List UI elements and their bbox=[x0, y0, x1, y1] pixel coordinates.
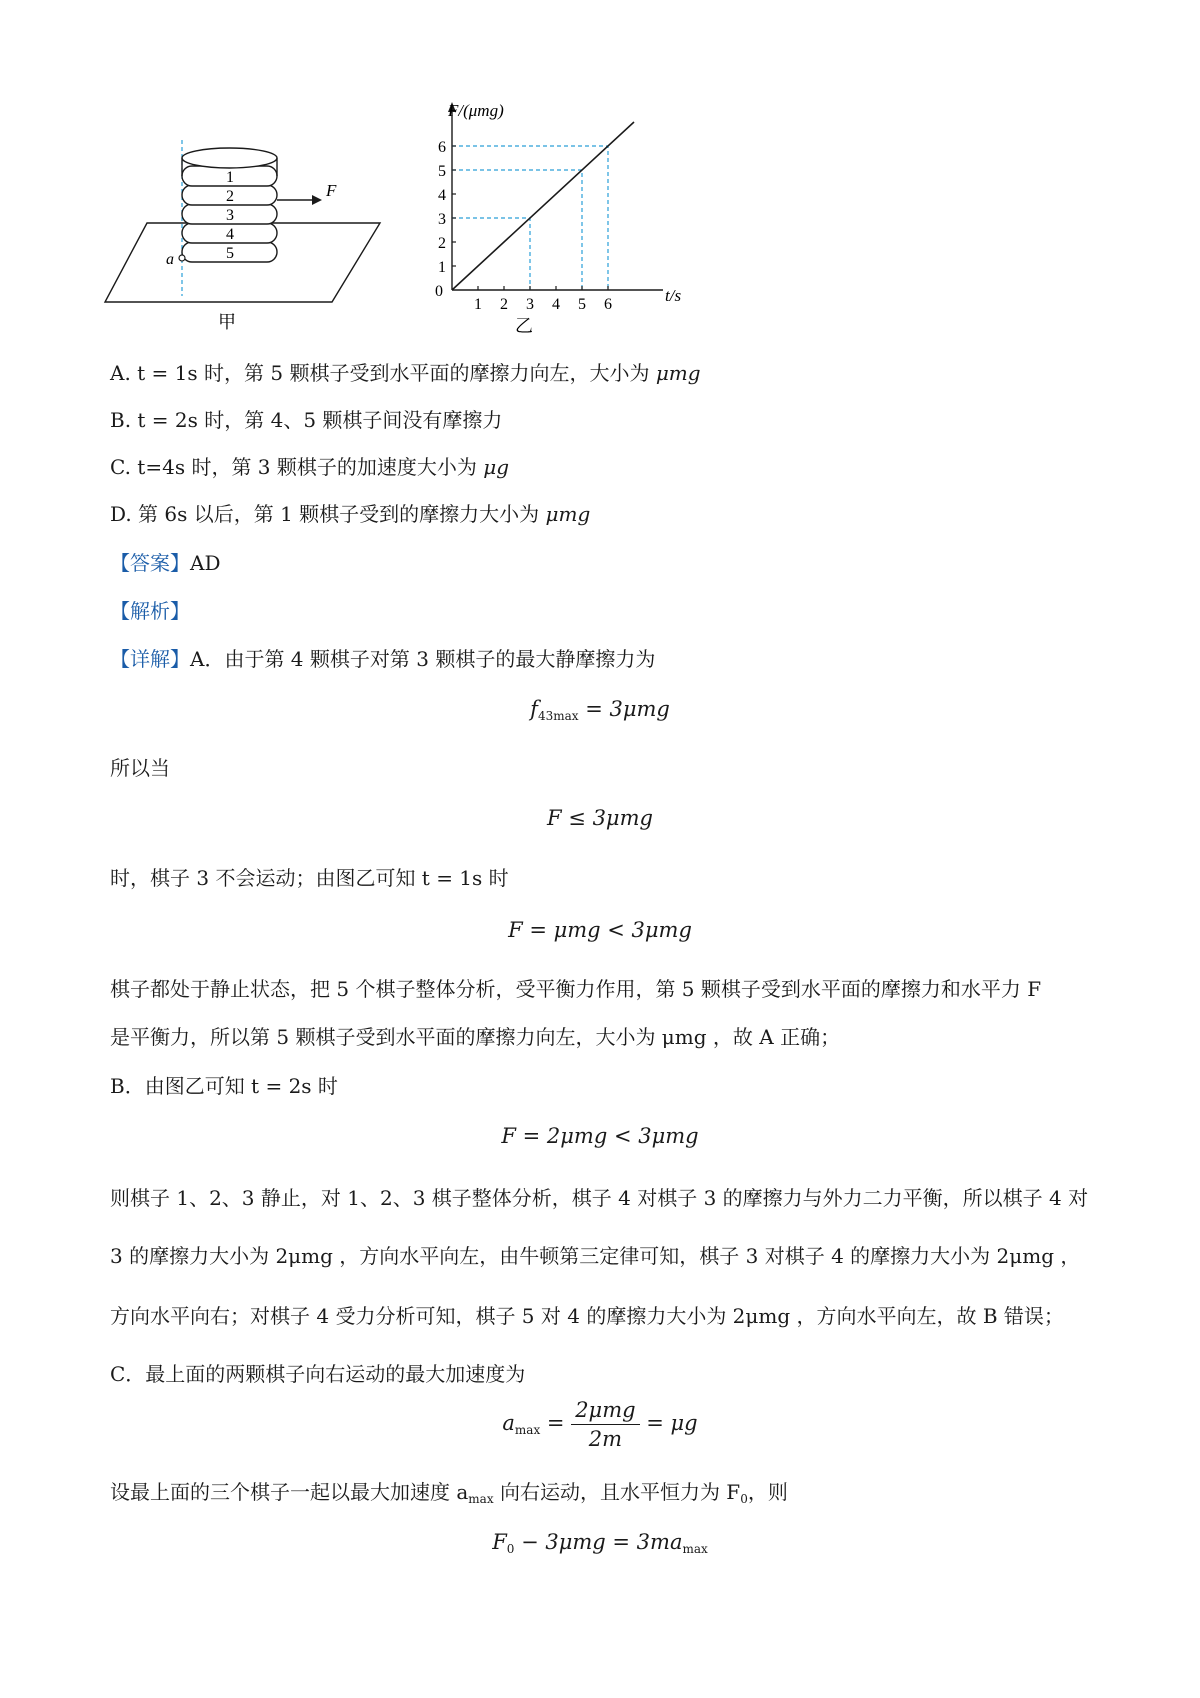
text-10: 设最上面的三个棋子一起以最大加速度 $a_{max}$ 向右运动，且水平恒力为 $F_0$，则 bbox=[110, 1480, 788, 1506]
equation-5: $a_{max}$ = $\frac{\text{2μmg}}{2m}$ = μg bbox=[502, 1398, 698, 1451]
detail-intro bbox=[110, 643, 655, 672]
detail-label: 【详解】 bbox=[110, 647, 190, 671]
text-4: 是平衡力，所以第 5 颗棋子受到水平面的摩擦力向左，大小为 μmg ，故 A 正确； bbox=[110, 1025, 841, 1049]
chart-series-line bbox=[452, 122, 634, 290]
equation-6: $F_0 - 3\mu mg = 3ma_{max}$ bbox=[492, 1530, 708, 1556]
piece-label-4: 4 bbox=[226, 226, 234, 243]
text-6: 则棋子 1、2、3 静止，对 1、2、3 棋子整体分析，棋子 4 对棋子 3 的摩擦力与外力二力平衡，所以棋子 4 对 bbox=[110, 1186, 1089, 1210]
option-c-text: C. t=4s 时，第 3 颗棋子的加速度大小为 bbox=[110, 455, 484, 479]
chart-xlabel: t/s bbox=[665, 286, 682, 305]
chart-x-tick-label-6: 6 bbox=[604, 296, 612, 313]
chart-x-tick-label-4: 4 bbox=[552, 296, 560, 313]
answer-label: 【答案】 bbox=[110, 551, 190, 575]
piece-label-1: 1 bbox=[226, 169, 234, 186]
text-5: B．由图乙可知 t = 2s 时 bbox=[110, 1074, 338, 1098]
equation-4: F = 2μmg < 3μmg bbox=[501, 1124, 699, 1148]
chart-x-tick-label-3: 3 bbox=[526, 296, 534, 313]
option-c-math: μg bbox=[483, 455, 510, 479]
chart-origin: 0 bbox=[435, 283, 443, 300]
chart-ylabel: F/(μmg) bbox=[448, 101, 504, 120]
piece-label-3: 3 bbox=[226, 207, 234, 224]
option-d-text: D. 第 6s 以后，第 1 颗棋子受到的摩擦力大小为 bbox=[110, 502, 546, 526]
text-1: 所以当 bbox=[110, 756, 170, 780]
piece-label-2: 2 bbox=[226, 188, 234, 205]
option-d bbox=[110, 498, 590, 527]
option-b-text: B. t = 2s 时，第 4、5 颗棋子间没有摩擦力 bbox=[110, 408, 503, 432]
option-a-text: A. t = 1s 时，第 5 颗棋子受到水平面的摩擦力向左，大小为 bbox=[110, 361, 656, 385]
force-label: F bbox=[326, 181, 337, 200]
figure-caption-yi: 乙 bbox=[515, 316, 533, 336]
answer-value: AD bbox=[190, 551, 221, 575]
option-b bbox=[110, 404, 502, 433]
chart-y-tick-label-5: 5 bbox=[438, 163, 446, 180]
option-a bbox=[110, 357, 701, 386]
point-label-a: a bbox=[166, 251, 174, 268]
piece-label-5: 5 bbox=[226, 245, 234, 262]
chart-x-tick-label-2: 2 bbox=[500, 296, 508, 313]
option-a-math: μmg bbox=[655, 361, 701, 385]
text-7: 3 的摩擦力大小为 2μmg ，方向水平向左，由牛顿第三定律可知，棋子 3 对棋子 4 的摩擦力大小为 2μmg ， bbox=[110, 1244, 1081, 1268]
equation-1: $f_{43max} = 3\mu mg$ bbox=[530, 697, 670, 723]
answer bbox=[110, 547, 220, 576]
text-9: C．最上面的两颗棋子向右运动的最大加速度为 bbox=[110, 1362, 526, 1386]
option-d-math: μmg bbox=[545, 502, 591, 526]
chart-x-tick-label-5: 5 bbox=[578, 296, 586, 313]
figure-jia bbox=[100, 140, 400, 335]
analysis-label: 【解析】 bbox=[110, 599, 190, 623]
chart-x-tick-label-1: 1 bbox=[474, 296, 482, 313]
text-2: 时，棋子 3 不会运动；由图乙可知 t = 1s 时 bbox=[110, 866, 509, 890]
figure-caption-jia: 甲 bbox=[218, 312, 236, 332]
chart-y-tick-label-6: 6 bbox=[438, 139, 446, 156]
detail-intro-text: A．由于第 4 颗棋子对第 3 颗棋子的最大静摩擦力为 bbox=[190, 647, 656, 671]
equation-2: F ≤ 3μmg bbox=[547, 806, 653, 830]
text-8: 方向水平向右；对棋子 4 受力分析可知，棋子 5 对 4 的摩擦力大小为 2μmg ，方向水平向左，故 B 错误； bbox=[110, 1304, 1064, 1328]
text-3: 棋子都处于静止状态，把 5 个棋子整体分析，受平衡力作用，第 5 颗棋子受到水平面的摩擦力和水平力 F bbox=[110, 977, 1042, 1001]
chart-y-tick-label-1: 1 bbox=[438, 259, 446, 276]
chart-y-tick-label-4: 4 bbox=[438, 187, 446, 204]
equation-5-fraction: $\frac{\text{2μmg}}{2m}$ bbox=[571, 1398, 639, 1451]
chart-y-tick-label-3: 3 bbox=[438, 211, 446, 228]
option-c bbox=[110, 451, 509, 480]
figure-yi-chart bbox=[435, 98, 715, 338]
chart-y-tick-label-2: 2 bbox=[438, 235, 446, 252]
equation-3: F = μmg < 3μmg bbox=[508, 918, 692, 942]
